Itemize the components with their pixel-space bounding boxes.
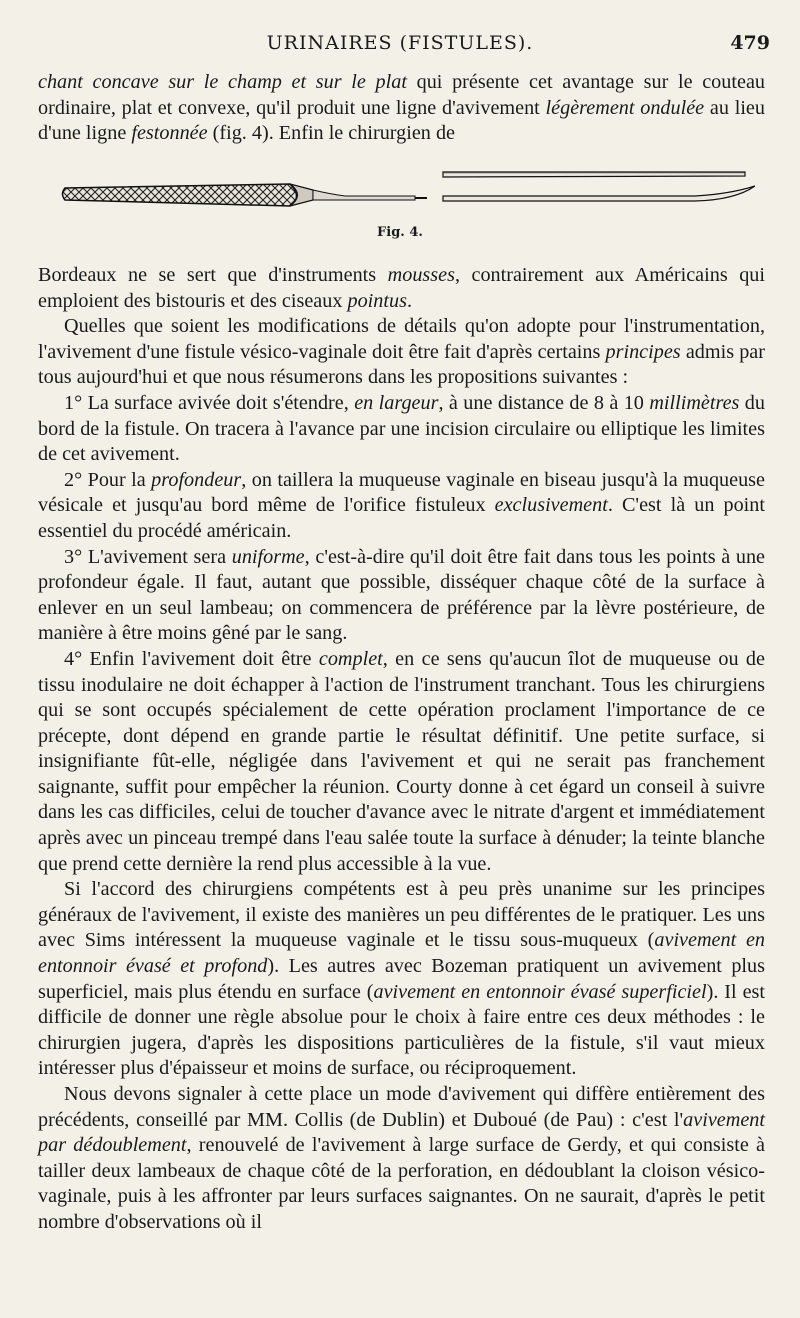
running-header <box>0 32 800 62</box>
text-span: 4° Enfin l'avivement doit être <box>64 647 319 670</box>
paragraph-accord <box>38 877 765 1082</box>
text-span: du bord de la fistule. On tracera à l'avance par une incision circulaire ou elliptique les limites de cet avivement. <box>38 391 765 466</box>
text-span: qui présente cet avantage sur le couteau ordinaire, plat et convexe, qu'il produit une ligne d'avivement <box>38 71 765 119</box>
italic-span: uniforme <box>231 545 305 568</box>
list-item-1 <box>38 391 765 468</box>
text-span: , renouvelé de l'avivement à large surface de Gerdy, et qui consiste à tailler deux lambeaux de chaque côté de la perforation, en dédoublant la cloison vésico-vaginale, puis à les affronter par leurs surfaces saignantes. On ne saurait, d'après le petit nombre d'observations où il <box>38 1134 765 1233</box>
text-span: 2° Pour la <box>64 468 152 491</box>
italic-span: festonnée <box>131 122 208 145</box>
italic-span: principes <box>605 340 681 363</box>
paragraph-quelles <box>38 314 765 391</box>
italic-span: chant concave sur le champ et sur le plat <box>38 71 407 93</box>
text-span: 1° La surface avivée doit s'étendre, <box>64 391 355 414</box>
text-span: Nous devons signaler à cette place un mode d'avivement qui diffère entièrement des précédents, conseillé par MM. Collis (de Dublin) et Duboué (de Pau) : c'est l' <box>38 1083 765 1131</box>
italic-span: légèrement ondulée <box>545 96 705 119</box>
italic-span: complet <box>318 647 383 670</box>
list-item-3 <box>38 545 765 647</box>
italic-span: avivement en entonnoir évasé et profond <box>38 929 765 978</box>
text-span: 3° L'avivement sera <box>64 545 232 568</box>
italic-span: en largeur <box>354 391 439 414</box>
list-item-2 <box>38 468 765 545</box>
italic-span: profondeur <box>151 468 242 491</box>
text-span: , contrairement aux Américains qui emploient des bistouris et des ciseaux <box>38 264 765 312</box>
text-block-main <box>38 263 765 1236</box>
italic-span: pointus <box>347 289 407 312</box>
italic-span: avivement en entonnoir évasé superficiel <box>373 980 707 1003</box>
text-span: , en ce sens qu'aucun îlot de muqueuse ou de tissu inodulaire ne doit échapper à l'action de l'instrument tranchant. Tous les chirurgiens qui se sont occupés spécialement de cette opération proclament l'importance de ce précepte, dont dépend en grande partie le résultat définitif. Une petite surface, si insignifiante fût-elle, négligée dans l'avivement et qui ne serait pas franchement saignante, suffit pour empêcher la réunion. Courty donne à cet égard un conseil à suivre dans les cas difficiles, celui de toucher d'avance avec le nitrate d'argent et immédiatement après avec un pinceau trempé dans l'eau salée toute la surface à dénuder; la teinte blanche que prend cette dernière la rend plus accessible à la vue. <box>38 647 765 875</box>
text-span: ). Les autres avec Bozeman pratiquent un avivement plus superficiel, mais plus étendu en surface ( <box>38 955 765 1003</box>
text-span: , c'est-à-dire qu'il doit être fait dans tous les points à une profondeur égale. Il faut, autant que possible, disséquer chaque côté de la surface à enlever en un seul lambeau; on commencera de préférence par la lèvre postérieure, de manière à être moins gêné par le sang. <box>38 545 765 645</box>
text-span: Quelles que soient les modifications de détails qu'on adopte pour l'instrumentation, l'avivement d'une fistule vésico-vaginale doit être fait d'après certains <box>38 315 765 363</box>
italic-span: exclusivement <box>494 494 608 517</box>
text-span: , à une distance de 8 à 10 <box>438 391 650 414</box>
text-block-top <box>38 70 765 147</box>
text-span: ). Il est difficile de donner une règle absolue pour le choix à faire entre ces deux méthodes : le chirurgien jugera, d'après les dispositions particulières de la fistule, s'il vaut mieux intéresser plus d'épaisseur et moins de surface, ou réciproquement. <box>38 980 765 1080</box>
text-span: au lieu d'une ligne <box>38 96 765 145</box>
paragraph-bordeaux <box>38 263 765 314</box>
text-span: . C'est là un point essentiel du procédé américain. <box>38 494 765 542</box>
text-span: . <box>406 289 412 312</box>
text-span: , on taillera la muqueuse vaginale en biseau jusqu'à la muqueuse vésicale et jusqu'au bord même de l'orifice fistuleux <box>38 468 766 517</box>
running-title: URINAIRES (FISTULES). <box>266 32 534 54</box>
text-span: Si l'accord des chirurgiens compétents est à peu près unanime sur les principes généraux de l'avivement, il existe des manières un peu différentes de le pratiquer. Les uns avec Sims intéressent la muqueuse vaginale et le tissu sous-muqueux ( <box>38 878 765 952</box>
page-number: 479 <box>730 32 770 54</box>
list-item-4 <box>38 647 765 877</box>
figure-caption: Fig. 4. <box>377 225 423 240</box>
paragraph-continuation <box>38 70 765 147</box>
paragraph-nous <box>38 1082 765 1236</box>
text-span: admis par tous aujourd'hui et que nous résumerons dans les propositions suivantes : <box>38 340 765 389</box>
italic-span: avivement par dédoublement <box>38 1108 765 1157</box>
text-span: Bordeaux ne se sert que d'instruments <box>38 264 388 286</box>
text-span: (fig. 4). Enfin le chirurgien de <box>207 122 455 145</box>
italic-span: millimètres <box>649 391 740 414</box>
italic-span: mousses <box>387 264 455 286</box>
